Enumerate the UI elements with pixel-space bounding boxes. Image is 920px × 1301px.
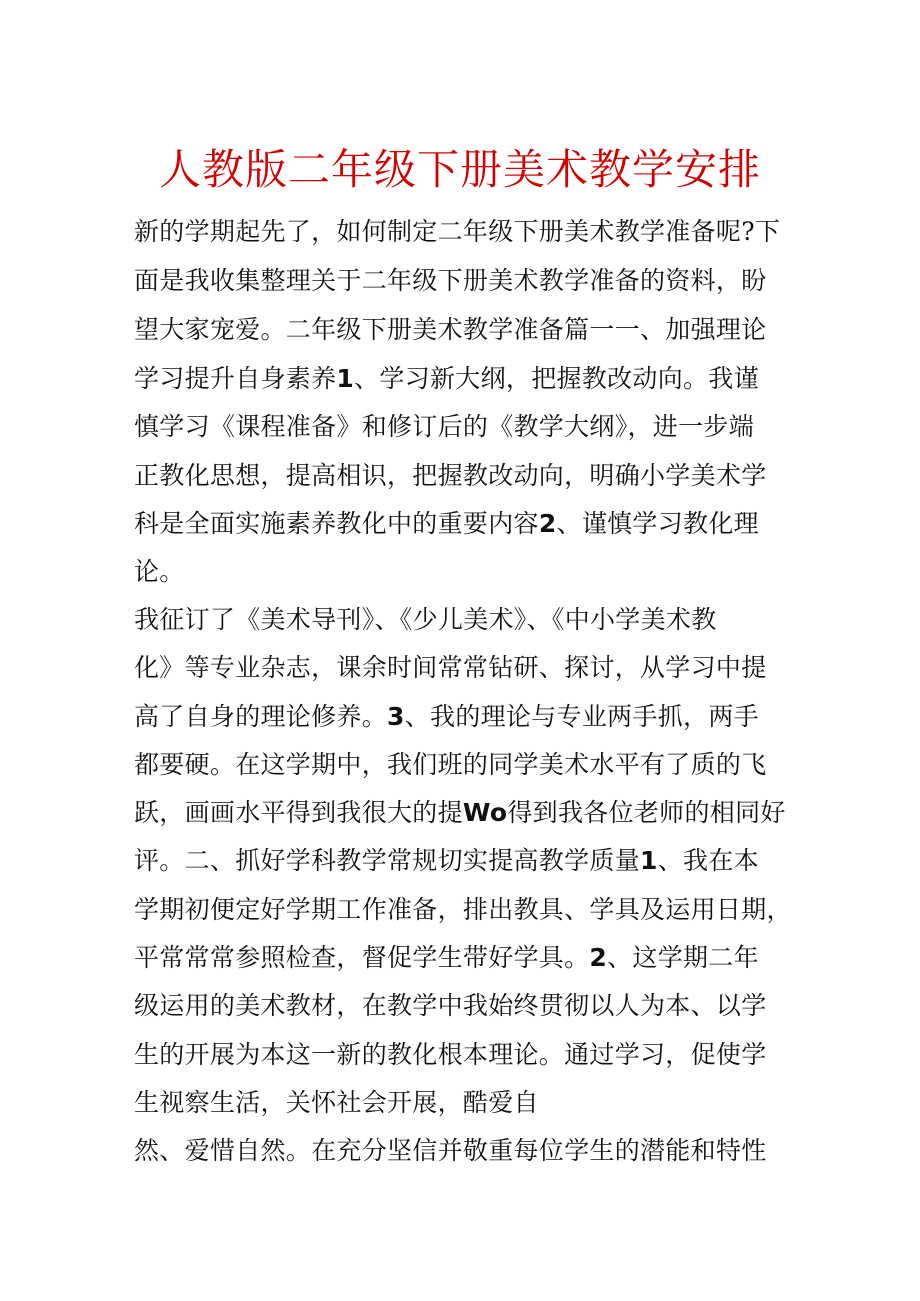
text-segment: 、我在本 [657, 846, 759, 875]
item-number: 2 [538, 509, 557, 538]
body-line-8: 论。 [134, 557, 185, 586]
text-segment: 、我的理论与专业两手抓，两手 [404, 702, 759, 731]
body-line-19: 生视察生活，关怀社会开展，酷爱自 [134, 1088, 539, 1117]
text-segment: 高了自身的理论修养。 [134, 702, 388, 731]
body-line-4 [134, 362, 759, 396]
text-segment: 跃，画画水平得到我很大的提 [134, 798, 463, 827]
body-line-13 [134, 796, 786, 830]
body-line-20: 然、爱惜自然。在充分坚信并敬重每位学生的潜能和特性 [134, 1136, 767, 1165]
body-line-11 [134, 700, 759, 734]
body-line-6: 正教化思想，提高相识，把握教改动向，明确小学美术学 [134, 461, 767, 490]
body-line-16 [134, 941, 759, 975]
text-segment: 、谨慎学习教化理 [556, 509, 759, 538]
body-line-3: 望大家宠爱。二年级下册美术教学准备篇一一、加强理论 [134, 315, 767, 344]
item-number: 1 [640, 846, 658, 875]
body-line-18: 生的开展为本这一新的教化根本理论。通过学习，促使学 [134, 1040, 767, 1069]
body-line-17: 级运用的美术教材，在教学中我始终贯彻以人为本、以学 [134, 991, 767, 1020]
body-line-5: 慎学习《课程准备》和修订后的《教学大纲》，进一步端 [134, 412, 755, 441]
body-line-2: 面是我收集整理关于二年级下册美术教学准备的资料，盼 [134, 266, 767, 295]
body-line-15: 学期初便定好学期工作准备，排出教具、学具及运用日期， [134, 895, 792, 924]
item-number: 3 [387, 702, 405, 731]
document-title: 人教版二年级下册美术教学安排 [158, 145, 761, 194]
text-segment: 科是全面实施素养教化中的重要内容 [134, 509, 539, 538]
body-line-1: 新的学期起先了，如何制定二年级下册美术教学准备呢?下 [134, 217, 781, 246]
body-line-10: 化》等专业杂志，课余时间常常钻研、探讨，从学习中提 [134, 653, 767, 682]
body-line-9: 我征订了《美术导刊》、《少儿美术》、《中小学美术教 [134, 605, 717, 634]
item-number: 1 [336, 364, 355, 393]
text-segment: 平常常常参照检查，督促学生带好学具。 [134, 943, 590, 972]
text-segment: 、这学期二年 [607, 943, 759, 972]
text-segment: 得到我各位老师的相同好 [507, 798, 786, 827]
text-segment: 、学习新大纲，把握教改动向。我谨 [354, 364, 759, 393]
text-segment: 学习提升自身素养 [134, 364, 337, 393]
body-line-7 [134, 507, 759, 541]
text-segment: 评。二、抓好学科教学常规切实提高教学质量 [134, 846, 641, 875]
bold-fragment: Wo [462, 798, 508, 827]
body-line-14 [134, 844, 759, 878]
body-line-12: 都要硬。在这学期中，我们班的同学美术水平有了质的飞 [134, 750, 767, 779]
item-number: 2 [589, 943, 608, 972]
